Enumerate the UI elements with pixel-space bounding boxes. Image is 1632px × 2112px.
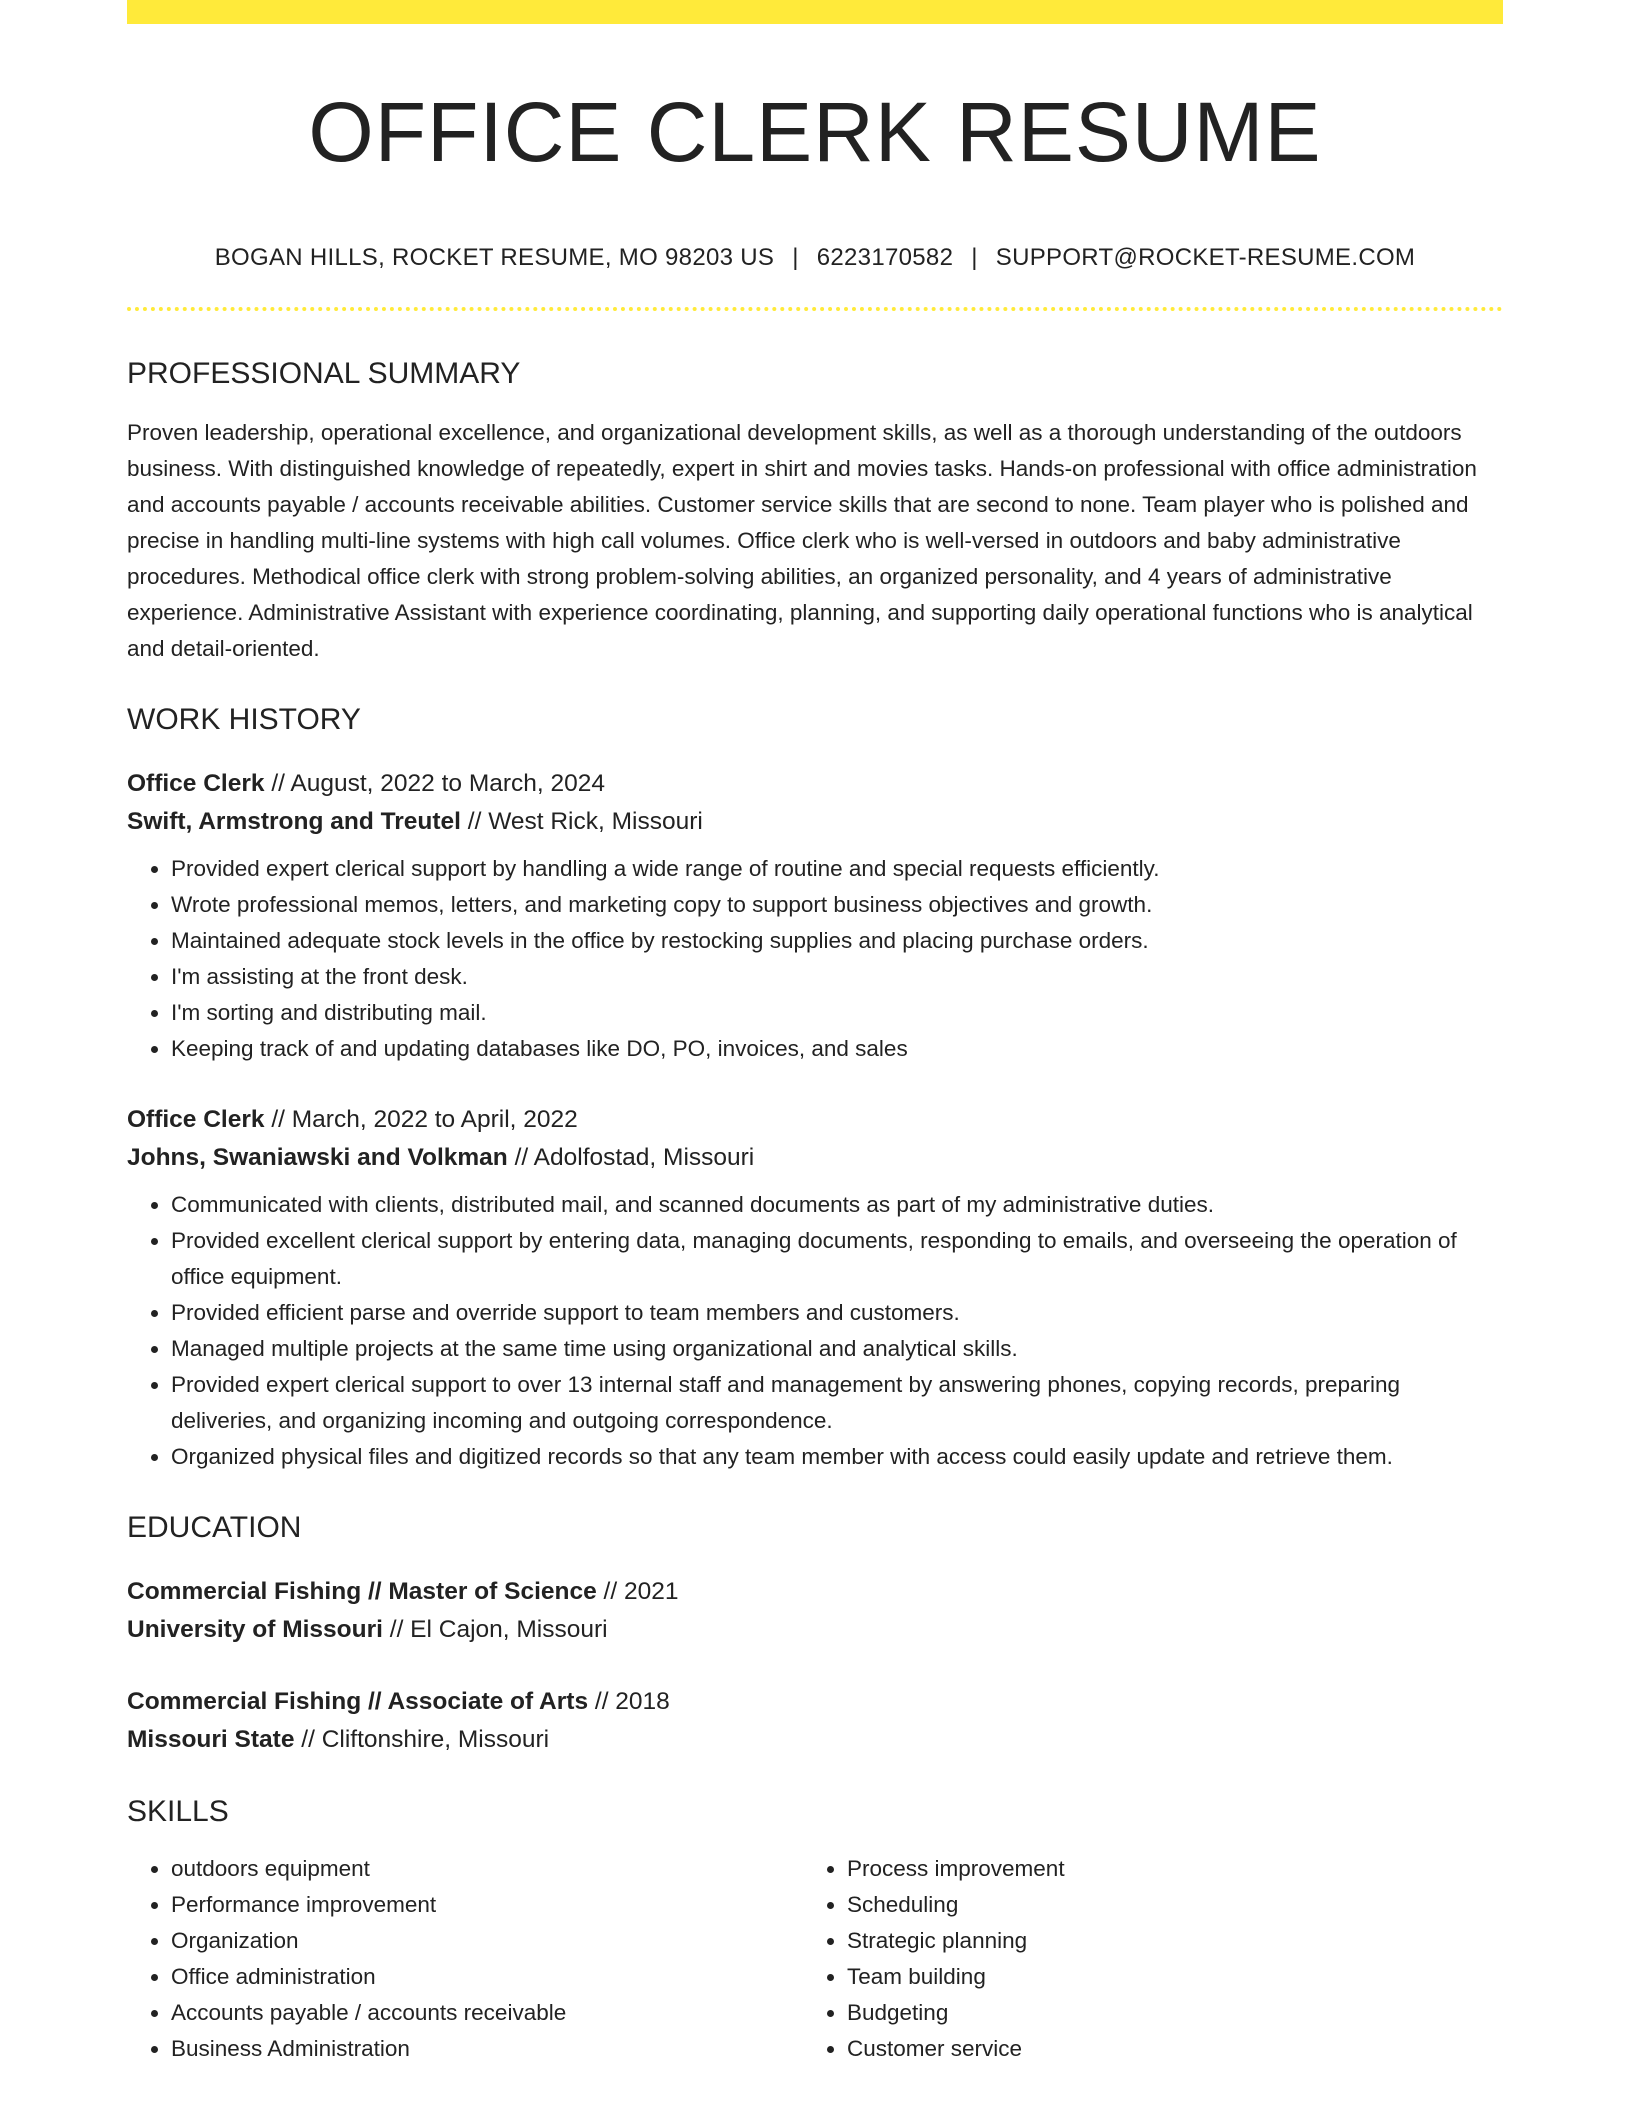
school: Missouri State (127, 1726, 295, 1753)
job-duty: • Provided excellent clerical support by entering data, managing documents, responding to emails, and overseeing the operation of office equipment. (171, 1223, 1503, 1295)
degree-line (127, 1683, 1503, 1721)
contact-phone[interactable]: 6223170582 (816, 244, 954, 271)
resume-title: OFFICE CLERK RESUME (308, 85, 1322, 179)
job-dates: // March, 2022 to April, 2022 (264, 1106, 578, 1133)
job-duty: • Keeping track of and updating databases like DO, PO, invoices, and sales (171, 1031, 1503, 1067)
skill-item: • outdoors equipment (171, 1851, 803, 1887)
work-history-heading: WORK HISTORY (127, 703, 361, 736)
summary-text: Proven leadership, operational excellence, and organizational development skills, as well as a thorough understanding of the outdoors business. With distinguished knowledge of repeatedly, expert in shirt and movies tasks. Hands-on professional with office administration and accounts payable / accounts receivable abilities. Customer service skills that are second to none. Team player who is polished and precise in handling multi-line systems with high call volumes. Office clerk who is well-versed in outdoors and baby administrative procedures. Methodical office clerk with strong problem-solving abilities, an organized personality, and 4 years of administrative experience. Administrative Assistant with experience coordinating, planning, and supporting daily operational functions who is analytical and detail-oriented. (127, 420, 1477, 661)
job-duty: • Provided expert clerical support by handling a wide range of routine and special requests efficiently. (171, 851, 1503, 887)
job-duty: • Communicated with clients, distributed mail, and scanned documents as part of my administrative duties. (171, 1187, 1503, 1223)
job-title-line (127, 765, 1503, 803)
degree-line (127, 1573, 1503, 1611)
job-location: // Adolfostad, Missouri (507, 1144, 755, 1171)
skill-item: • Business Administration (171, 2031, 803, 2067)
degree-year: // 2021 (596, 1578, 679, 1605)
job-company: Swift, Armstrong and Treutel (127, 808, 461, 835)
job-duty: • Wrote professional memos, letters, and marketing copy to support business objectives and growth. (171, 887, 1503, 923)
contact-separator: | (792, 244, 799, 271)
education-entry (127, 1683, 1503, 1759)
job-title: Office Clerk (127, 770, 265, 797)
skills-list-left (127, 1851, 803, 2067)
degree: Commercial Fishing // Master of Science (127, 1578, 597, 1605)
resume-page (127, 0, 1503, 2067)
summary-heading: PROFESSIONAL SUMMARY (127, 357, 521, 390)
job-title: Office Clerk (127, 1106, 265, 1133)
job-company-line (127, 803, 1503, 841)
education-heading: EDUCATION (127, 1511, 302, 1544)
skill-item: • Performance improvement (171, 1887, 803, 1923)
school-line (127, 1611, 1503, 1649)
skill-item: • Team building (847, 1959, 1479, 1995)
job-dates: // August, 2022 to March, 2024 (264, 770, 606, 797)
job-company-line (127, 1139, 1503, 1177)
school: University of Missouri (127, 1616, 383, 1643)
skills-list-right (803, 1851, 1479, 2067)
skill-item: • Organization (171, 1923, 803, 1959)
job-duty: • Managed multiple projects at the same time using organizational and analytical skills. (171, 1331, 1503, 1367)
job-entry (127, 1101, 1503, 1475)
job-duty: • Maintained adequate stock levels in the office by restocking supplies and placing purchase orders. (171, 923, 1503, 959)
school-line (127, 1721, 1503, 1759)
job-duties-list (127, 851, 1503, 1067)
contact-separator: | (971, 244, 978, 271)
skill-item: • Customer service (847, 2031, 1479, 2067)
accent-top-bar (127, 0, 1503, 24)
contact-email[interactable]: SUPPORT@ROCKET-RESUME.COM (995, 244, 1416, 271)
job-duty: • Provided expert clerical support to over 13 internal staff and management by answering phones, copying records, preparing deliveries, and organizing incoming and outgoing correspondence. (171, 1367, 1503, 1439)
job-duties-list (127, 1187, 1503, 1475)
skill-item: • Budgeting (847, 1995, 1479, 2031)
skills-columns (127, 1851, 1503, 2067)
job-entry (127, 765, 1503, 1067)
skill-item: • Strategic planning (847, 1923, 1479, 1959)
job-company: Johns, Swaniawski and Volkman (127, 1144, 508, 1171)
degree-year: // 2018 (588, 1688, 670, 1715)
job-duty: • I'm sorting and distributing mail. (171, 995, 1503, 1031)
job-duty: • Organized physical files and digitized records so that any team member with access could easily update and retrieve them. (171, 1439, 1503, 1475)
skill-item: • Office administration (171, 1959, 803, 1995)
job-location: // West Rick, Missouri (460, 808, 703, 835)
school-location: // Cliftonshire, Missouri (294, 1726, 550, 1753)
school-location: // El Cajon, Missouri (382, 1616, 608, 1643)
job-title-line (127, 1101, 1503, 1139)
degree: Commercial Fishing // Associate of Arts (127, 1688, 589, 1715)
skill-item: • Scheduling (847, 1887, 1479, 1923)
contact-address: BOGAN HILLS, ROCKET RESUME, MO 98203 US (214, 244, 775, 271)
skills-heading: SKILLS (127, 1795, 229, 1828)
education-entry (127, 1573, 1503, 1649)
skill-item: • Process improvement (847, 1851, 1479, 1887)
skill-item: • Accounts payable / accounts receivable (171, 1995, 803, 2031)
job-duty: • Provided efficient parse and override support to team members and customers. (171, 1295, 1503, 1331)
contact-line (127, 246, 1503, 270)
dotted-divider (127, 307, 1503, 311)
job-duty: • I'm assisting at the front desk. (171, 959, 1503, 995)
